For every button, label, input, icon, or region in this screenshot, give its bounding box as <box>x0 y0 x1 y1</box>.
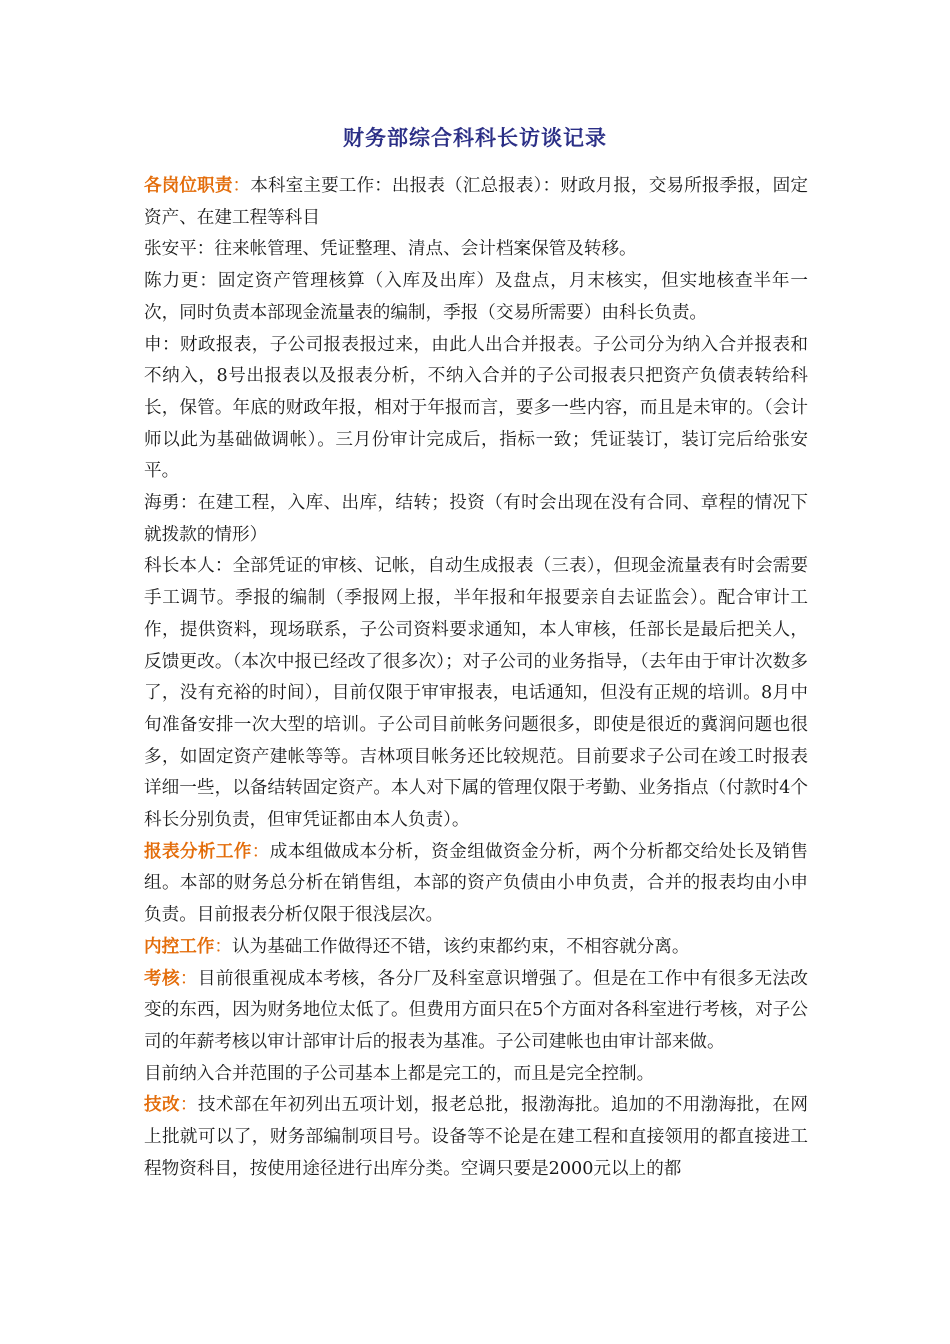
paragraph-duties <box>144 171 808 234</box>
paragraph-text: 陈力更：固定资产管理核算（入库及出库）及盘点，月末核实，但实地核查半年一次，同时负责本部现金流量表的编制，季报（交易所需要）由科长负责。 <box>144 271 808 323</box>
paragraph-shen <box>144 330 808 489</box>
paragraph-text: 海勇：在建工程，入库、出库，结转；投资（有时会出现在没有合同、章程的情况下就拨款的情形） <box>144 493 808 545</box>
paragraph-text: 科长本人：全部凭证的审核、记帐，自动生成报表（三表），但现金流量表有时会需要手工调节。季报的编制（季报网上报，半年报和年报要亲自去证监会）。配合审计工作，提供资料，现场联系，子公司资料要求通知，本人审核，任部长是最后把关人，反馈更改。（本次中报已经改了很多次）；对子公司的业务指导，（去年由于审计次数多了，没有充裕的时间），目前仅限于审审报表，电话通知，但没有正规的培训。8月中旬准备安排一次大型的培训。子公司目前帐务问题很多，即使是很近的冀润问题也很多，如固定资产建帐等等。吉林项目帐务还比较规范。目前要求子公司在竣工时报表详细一些，以备结转固定资产。本人对下属的管理仅限于考勤、业务指点（付款时4个科长分别负责，但审凭证都由本人负责）。 <box>144 556 808 831</box>
paragraph-text: 成本组做成本分析，资金组做资金分析，两个分析都交给处长及销售组。本部的财务总分析在销售组，本部的资产负债由小申负责，合并的报表均由小申负责。目前报表分析仅限于很浅层次。 <box>144 841 808 926</box>
section-label: 报表分析工作 <box>144 841 252 862</box>
paragraph-hai-yong <box>144 488 808 551</box>
section-colon: ： <box>179 1095 198 1116</box>
paragraph-internal-control <box>144 932 808 964</box>
paragraph-section-chief <box>144 551 808 836</box>
section-label: 技改 <box>144 1095 180 1116</box>
paragraph-text: 认为基础工作做得还不错，该约束都约束，不相容就分离。 <box>232 936 690 957</box>
section-colon: ： <box>214 936 232 957</box>
section-label: 内控工作 <box>144 936 215 957</box>
paragraph-text: 本科室主要工作：出报表（汇总报表）：财政月报，交易所报季报，固定资产、在建工程等科目 <box>144 176 808 228</box>
paragraph-tech-renovation <box>144 1090 808 1185</box>
paragraph-report-analysis <box>144 837 808 932</box>
paragraph-consolidation-scope <box>144 1059 808 1091</box>
paragraph-text: 申：财政报表，子公司报表报过来，由此人出合并报表。子公司分为纳入合并报表和不纳入，8号出报表以及报表分析，不纳入合并的子公司报表只把资产负债表转给科长，保管。年底的财政年报，相对于年报而言，要多一些内容，而且是未审的。（会计师以此为基础做调帐）。三月份审计完成后，指标一致；凭证装订，装订完后给张安平。 <box>144 334 808 482</box>
section-colon: ： <box>179 968 198 989</box>
document-title: 财务部综合科科长访谈记录 <box>343 126 607 150</box>
section-label: 考核 <box>144 968 180 989</box>
paragraph-chen-ligeng <box>144 266 808 329</box>
paragraph-text: 目前纳入合并范围的子公司基本上都是完工的，而且是完全控制。 <box>144 1063 655 1084</box>
document-body <box>144 171 808 1186</box>
paragraph-text: 目前很重视成本考核，各分厂及科室意识增强了。但是在工作中有很多无法改变的东西，因为财务地位太低了。但费用方面只在5个方面对各科室进行考核，对子公司的年薪考核以审计部审计后的报表为基准。子公司建帐也由审计部来做。 <box>144 968 808 1052</box>
paragraph-text: 张安平：往来帐管理、凭证整理、清点、会计档案保管及转移。 <box>144 239 637 260</box>
section-colon: ： <box>251 841 270 862</box>
section-label: 各岗位职责 <box>144 176 233 196</box>
paragraph-zhang-anping <box>144 234 808 266</box>
paragraph-text: 技术部在年初列出五项计划，报老总批，报渤海批。追加的不用渤海批，在网上批就可以了，财务部编制项目号。设备等不论是在建工程和直接领用的都直接进工程物资科目，按使用途径进行出库分类。空调只要是2000元以上的都 <box>144 1095 808 1179</box>
paragraph-assessment <box>144 964 808 1059</box>
section-colon: ： <box>232 176 251 196</box>
